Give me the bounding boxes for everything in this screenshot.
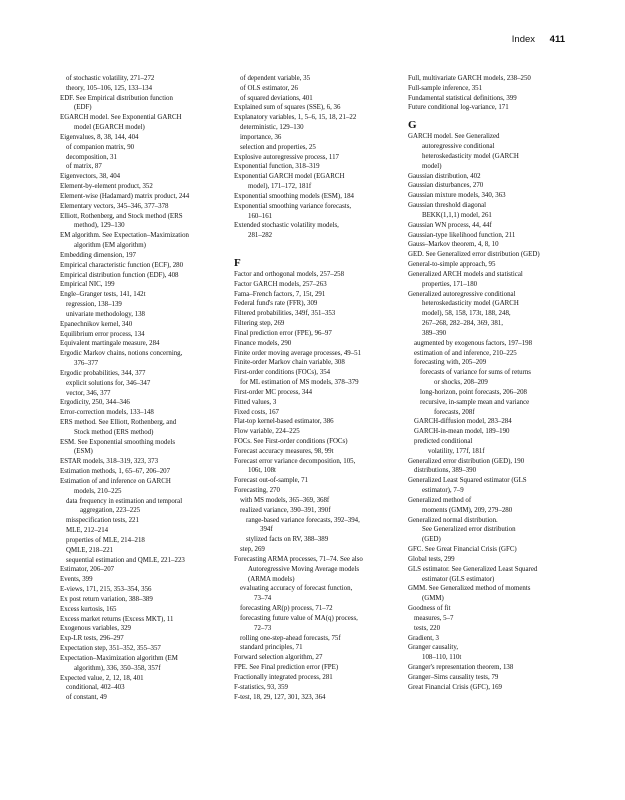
index-entry: Exogenous variables, 329 xyxy=(60,625,131,633)
index-entry: (ARMA models) xyxy=(248,575,295,583)
index-entry: MLE, 212–214 xyxy=(66,527,109,535)
index-entry: GARCH-diffusion model, 283–284 xyxy=(414,418,512,426)
index-entry: Exponential function, 318–319 xyxy=(234,163,320,171)
index-entry: (EDF) xyxy=(74,104,92,112)
index-column-1 xyxy=(60,74,238,703)
index-column-3 xyxy=(408,74,578,693)
index-entry: Global tests, 299 xyxy=(408,555,455,563)
index-entry: regression, 138–139 xyxy=(66,301,122,309)
index-entry: QMLE, 218–221 xyxy=(66,546,114,554)
index-entry: Elementary vectors, 345–346, 377–378 xyxy=(60,202,169,210)
index-entry: Forecast out-of-sample, 71 xyxy=(234,477,309,485)
index-entry: Empirical characteristic function (ECF), 280 xyxy=(60,261,184,269)
index-entry: Final prediction error (FPE), 96–97 xyxy=(234,329,332,337)
index-entry: FOCs. See First-order conditions (FOCs) xyxy=(234,437,348,445)
index-entry: Filtered probabilities, 349f, 351–353 xyxy=(234,310,336,318)
index-entry: FPE. See Final prediction error (FPE) xyxy=(234,664,339,672)
index-entry: forecasting with, 205–209 xyxy=(414,359,487,367)
index-entry: algorithm (EM algorithm) xyxy=(74,242,146,250)
index-entry: BEKK(1,1,1) model, 261 xyxy=(422,211,492,219)
index-entry: Excess market returns (Excess MKT), 11 xyxy=(60,615,174,623)
index-entry: Stock method (ERS method) xyxy=(74,428,154,436)
section-gap xyxy=(234,241,412,251)
index-entry: Forecasting ARMA processes, 71–74. See also xyxy=(234,555,363,563)
index-entry: First-order MC process, 344 xyxy=(234,388,313,396)
index-entry: Fractionally integrated process, 281 xyxy=(234,673,333,681)
index-entry: 376–377 xyxy=(74,360,99,368)
index-entry: Gaussian-type likelihood function, 211 xyxy=(408,231,516,239)
index-entry: Gaussian disturbances, 270 xyxy=(408,182,484,190)
index-entry: Forecasting, 270 xyxy=(234,487,280,495)
index-entry: (ESM) xyxy=(74,448,93,456)
index-entry: 389–390 xyxy=(422,329,447,337)
index-entry: F-test, 18, 29, 127, 301, 323, 364 xyxy=(234,693,326,701)
index-entry: model (EGARCH model) xyxy=(74,124,145,132)
index-entry: Explosive autoregressive process, 117 xyxy=(234,153,339,161)
index-entry: 106t, 108t xyxy=(248,467,276,475)
index-entry: 394f xyxy=(260,526,273,534)
index-entry: properties of MLE, 214–218 xyxy=(66,536,145,544)
index-entry: Exponential GARCH model (EGARCH xyxy=(234,173,345,181)
index-entry: univariate methodology, 138 xyxy=(66,310,145,318)
index-entry: Explanatory variables, 1, 5–6, 15, 18, 21–22 xyxy=(234,114,357,122)
index-entry: Generalized autoregressive conditional xyxy=(408,290,516,298)
index-entry: GARCH-in-mean model, 189–190 xyxy=(414,428,510,436)
index-entry: Forecast error variance decomposition, 105, xyxy=(234,457,356,465)
index-entry: Finite order moving average processes, 49–51 xyxy=(234,349,362,357)
index-entry: 281–282 xyxy=(248,232,273,240)
index-entry: heteroskedasticity model (GARCH xyxy=(422,300,519,308)
index-entry: heteroskedasticity model (GARCH xyxy=(422,152,519,160)
index-entry: Gaussian mixture models, 340, 363 xyxy=(408,192,506,200)
index-entry: Equilibrium error process, 134 xyxy=(60,330,145,338)
index-entry: of dependent variable, 35 xyxy=(240,75,311,82)
index-entry: Expected value, 2, 12, 18, 401 xyxy=(60,674,144,682)
index-entry: (GMM) xyxy=(422,595,444,603)
section-letter: F xyxy=(234,256,241,269)
index-entry: forecasting AR(p) process, 71–72 xyxy=(240,605,333,613)
index-entry: for ML estimation of MS models, 378–379 xyxy=(240,379,359,387)
index-entry: standard principles, 71 xyxy=(240,644,303,652)
index-entry: conditional, 402–403 xyxy=(66,684,125,692)
index-entry: 72–73 xyxy=(254,624,272,632)
index-entry: Fundamental statistical definitions, 399 xyxy=(408,94,517,102)
index-entry: EDF. See Empirical distribution function xyxy=(60,94,173,102)
index-entry: Eigenvectors, 38, 404 xyxy=(60,173,121,181)
index-entry: Estimator, 206–207 xyxy=(60,566,115,574)
index-entry: EGARCH model. See Exponential GARCH xyxy=(60,114,182,122)
index-entry: ESTAR models, 318–319, 323, 373 xyxy=(60,458,159,466)
index-entry: step, 269 xyxy=(240,546,265,554)
index-entry: Generalized method of xyxy=(408,496,472,504)
index-entry: Autoregressive Moving Average models xyxy=(248,565,360,573)
index-entry: model) xyxy=(422,162,442,170)
page-header xyxy=(512,34,565,45)
index-entry: Fama–French factors, 7, 15t, 291 xyxy=(234,290,326,298)
index-entry: Estimation of and inference on GARCH xyxy=(60,477,171,485)
index-entry: estimator (GLS estimator) xyxy=(422,575,495,583)
index-entry: 108–110, 110t xyxy=(422,654,462,662)
index-entry: Fixed costs, 167 xyxy=(234,408,279,416)
index-entry: Full-sample inference, 351 xyxy=(408,84,483,92)
index-entry: aggregation, 223–225 xyxy=(80,507,141,515)
index-entry: importance, 36 xyxy=(240,133,282,141)
index-entry: Empirical distribution function (EDF), 408 xyxy=(60,271,179,279)
index-entry: Great Financial Crisis (GFC), 169 xyxy=(408,683,502,691)
index-entry: Granger's representation theorem, 138 xyxy=(408,664,514,672)
index-entry: GFC. See Great Financial Crisis (GFC) xyxy=(408,546,517,554)
index-entry: First-order conditions (FOCs), 354 xyxy=(234,369,331,377)
index-entry: of stochastic volatility, 271–272 xyxy=(66,75,155,82)
index-entry: Filtering step, 269 xyxy=(234,320,285,328)
index-entry: of OLS estimator, 26 xyxy=(240,84,298,92)
index-entry: misspecification tests, 221 xyxy=(66,517,139,525)
index-entry: F-statistics, 93, 359 xyxy=(234,683,288,691)
index-entry: Element-wise (Hadamard) matrix product, 244 xyxy=(60,192,190,200)
index-entry: long-horizon, point forecasts, 206–208 xyxy=(420,388,527,396)
index-entry: model), 171–172, 181f xyxy=(248,183,312,191)
index-entry: Federal fund's rate (FFR), 309 xyxy=(234,300,318,308)
index-entry: Full, multivariate GARCH models, 238–250 xyxy=(408,75,531,82)
index-entry: recursive, in-sample mean and variance xyxy=(420,398,530,406)
index-entry: GED. See Generalized error distribution (GED) xyxy=(408,251,540,259)
index-entry: selection and properties, 25 xyxy=(240,143,316,151)
index-entry: autoregressive conditional xyxy=(422,143,495,151)
index-entry: Future conditional log-variance, 171 xyxy=(408,104,509,112)
page-number: 411 xyxy=(549,34,565,45)
index-column-2 xyxy=(234,74,412,702)
index-entry: Generalized ARCH models and statistical xyxy=(408,270,523,278)
index-entry: deterministic, 129–130 xyxy=(240,124,304,132)
index-entry: range-based variance forecasts, 392–394, xyxy=(246,516,360,524)
index-entry: of companion matrix, 90 xyxy=(66,143,135,151)
index-entry: EM algorithm. See Expectation–Maximization xyxy=(60,232,189,240)
index-entry: Fitted values, 3 xyxy=(234,398,277,406)
index-entry: augmented by exogenous factors, 197–198 xyxy=(414,339,533,347)
index-entry: estimation of and inference, 210–225 xyxy=(414,349,517,357)
index-entry: Forecast accuracy measures, 98, 99t xyxy=(234,447,334,455)
index-entry: estimator), 7–9 xyxy=(422,487,464,495)
index-entry: GLS estimator. See Generalized Least Squared xyxy=(408,565,538,573)
index-entry: Expectation–Maximization algorithm (EM xyxy=(60,654,178,662)
index-entry: Exp-LR tests, 296–297 xyxy=(60,635,124,643)
index-entry: Elliott, Rothenberg, and Stock method (ERS xyxy=(60,212,183,220)
index-entry: moments (GMM), 209, 279–280 xyxy=(422,506,513,514)
index-entry: predicted conditional xyxy=(414,437,473,445)
index-entry: Ergodic Markov chains, notions concerning, xyxy=(60,350,183,358)
index-entry: decomposition, 31 xyxy=(66,153,117,161)
index-entry: Forward selection algorithm, 27 xyxy=(234,654,323,662)
running-head: Index xyxy=(511,34,536,45)
index-entry: or shocks, 208–209 xyxy=(434,379,488,387)
index-entry: GARCH model. See Generalized xyxy=(408,133,500,141)
index-entry: Flat-top kernel-based estimator, 386 xyxy=(234,418,334,426)
index-entry: evaluating accuracy of forecast function, xyxy=(240,585,353,593)
index-entry: Exponential smoothing models (ESM), 184 xyxy=(234,192,355,200)
index-entry: realized variance, 390–391, 390f xyxy=(240,506,331,514)
index-entry: models, 210–225 xyxy=(74,487,122,495)
index-entry: Ergodicity, 250, 344–346 xyxy=(60,399,130,407)
index-entry: Goodness of fit xyxy=(408,605,451,613)
index-entry: Generalized Least Squared estimator (GLS xyxy=(408,477,527,485)
index-entry: Eigenvalues, 8, 38, 144, 404 xyxy=(60,133,139,141)
index-entry: tests, 220 xyxy=(414,624,441,632)
index-entry: 267–268, 282–284, 369, 381, xyxy=(422,320,503,328)
index-entry: Finite-order Markov chain variable, 308 xyxy=(234,359,345,367)
index-entry: method), 129–130 xyxy=(74,222,125,230)
index-entry: distributions, 389–390 xyxy=(414,467,477,475)
index-entry: volatility, 177f, 181f xyxy=(428,447,485,455)
index-entry: Ergodic probabilities, 344, 377 xyxy=(60,369,146,377)
index-entry: Events, 399 xyxy=(60,576,93,584)
index-entry: ERS method. See Elliott, Rothenberg, and xyxy=(60,418,177,426)
index-entry: Excess kurtosis, 165 xyxy=(60,605,117,613)
index-entry: properties, 171–180 xyxy=(422,280,478,288)
index-entry: See Generalized error distribution xyxy=(422,526,516,534)
index-entry: vector, 346, 377 xyxy=(66,389,111,397)
index-entry: 73–74 xyxy=(254,595,272,603)
index-entry: Engle–Granger tests, 141, 142t xyxy=(60,291,146,299)
index-entry: forecasts, 208f xyxy=(434,408,475,416)
index-entry: stylized facts on RV, 388–389 xyxy=(246,536,329,544)
index-entry: Error-correction models, 133–148 xyxy=(60,409,154,417)
index-entry: Extended stochastic volatility models, xyxy=(234,222,339,230)
index-entry: Factor GARCH models, 257–263 xyxy=(234,280,327,288)
index-entry: ESM. See Exponential smoothing models xyxy=(60,438,176,446)
index-entry: Factor and orthogonal models, 257–258 xyxy=(234,270,345,278)
index-entry: Gauss–Markov theorem, 4, 8, 10 xyxy=(408,241,499,249)
index-entry: Generalized error distribution (GED), 190 xyxy=(408,457,525,465)
index-entry: measures, 5–7 xyxy=(414,614,454,622)
index-entry: E-views, 171, 215, 353–354, 356 xyxy=(60,586,152,594)
index-entry: explicit solutions for, 346–347 xyxy=(66,379,151,387)
index-entry: Gaussian distribution, 402 xyxy=(408,172,481,180)
index-entry: with MS models, 365–369, 368f xyxy=(240,496,330,504)
index-entry: forecasting future value of MA(q) process, xyxy=(240,614,358,622)
index-entry: Ex post return variation, 388–389 xyxy=(60,595,153,603)
index-entry: Generalized normal distribution. xyxy=(408,516,498,524)
index-entry: sequential estimation and QMLE, 221–223 xyxy=(66,556,185,564)
index-entry: of constant, 49 xyxy=(66,694,107,702)
index-entry: theory, 105–106, 125, 133–134 xyxy=(66,84,153,92)
index-entry: Epanechnikov kernel, 340 xyxy=(60,320,133,328)
index-entry: Embedding dimension, 197 xyxy=(60,251,136,259)
index-entry: Granger causality, xyxy=(408,644,459,652)
index-entry: Empirical NIC, 199 xyxy=(60,281,115,289)
index-entry: 160–161 xyxy=(248,212,273,220)
index-entry: General-to-simple approach, 95 xyxy=(408,261,496,269)
index-entry: Explained sum of squares (SSE), 6, 36 xyxy=(234,104,341,112)
index-entry: Gaussian threshold diagonal xyxy=(408,202,487,210)
index-entry: Granger–Sims causality tests, 79 xyxy=(408,673,499,681)
index-entry: Finance models, 290 xyxy=(234,339,292,347)
section-letter: G xyxy=(408,119,417,132)
index-entry: Flow variable, 224–225 xyxy=(234,428,300,436)
index-entry: Gaussian WN process, 44, 44f xyxy=(408,221,492,229)
index-entry: algorithm), 336, 350–358, 357f xyxy=(74,664,161,672)
index-entry: Gradient, 3 xyxy=(408,634,439,642)
index-entry: Exponential smoothing variance forecasts, xyxy=(234,202,352,210)
index-entry: Estimation methods, 1, 65–67, 206–207 xyxy=(60,468,171,476)
index-entry: (GED) xyxy=(422,536,441,544)
index-entry: of squared deviations, 401 xyxy=(240,94,313,102)
index-entry: data frequency in estimation and temporal xyxy=(66,497,183,505)
index-entry: Element-by-element product, 352 xyxy=(60,183,153,191)
index-entry: Expectation step, 351–352, 355–357 xyxy=(60,645,161,653)
index-entry: Equivalent martingale measure, 284 xyxy=(60,340,160,348)
index-entry: model), 58, 158, 173t, 188, 248, xyxy=(422,310,511,318)
index-entry: rolling one-step-ahead forecasts, 75f xyxy=(240,634,341,642)
index-entry: GMM. See Generalized method of moments xyxy=(408,585,531,593)
index-entry: of matrix, 87 xyxy=(66,163,102,171)
index-entry: forecasts of variance for sums of returns xyxy=(420,369,531,377)
